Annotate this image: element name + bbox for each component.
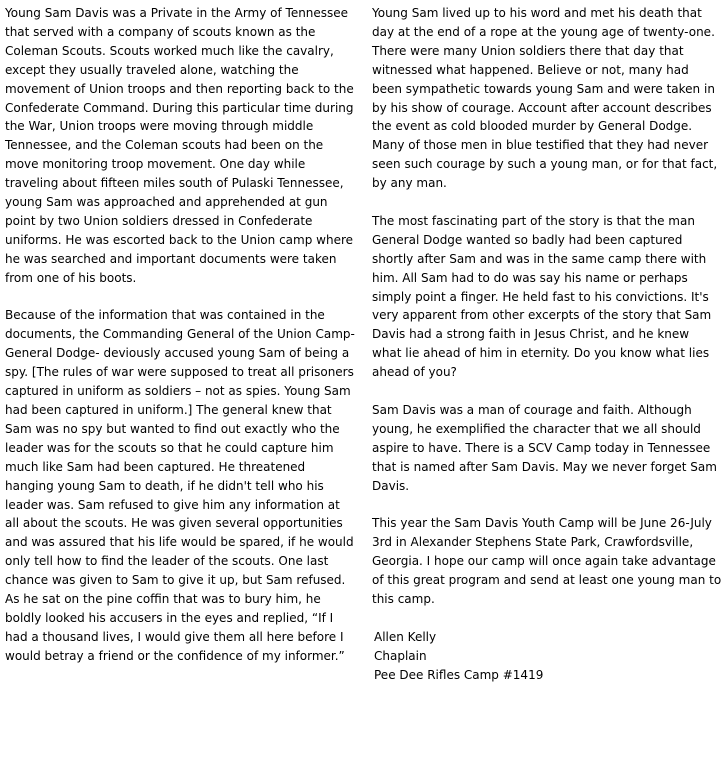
right-column — [372, 4, 722, 685]
signature-name: Allen Kelly — [374, 629, 437, 644]
signature-title: Chaplain — [374, 648, 427, 663]
paragraph-convictions: The most fascinating part of the story is that the man General Dodge wanted so badly had been captured shortly after Sam and was in the same camp there with him. All Sam had to do was say his name or perhaps simply point a finger. He held fast to his convictions. It's very apparent from other excerpts of the story that Sam Davis had a strong faith in Jesus Christ, and he knew what lie ahead of him in eternity. Do you know what lies ahead of you? — [372, 213, 712, 380]
paragraph-youth-camp: This year the Sam Davis Youth Camp will be June 26-July 3rd in Alexander Stephens State Park, Crawfordsville, Georgia. I hope our camp will once again take advantage of this great program and send at least one young man to this camp. — [372, 516, 722, 607]
left-column — [5, 4, 357, 685]
paragraph-spy-accusation: Because of the information that was contained in the documents, the Commanding General of the Union Camp- General Dodge- deviously accused young Sam of being a spy. [The rules of war were supposed to treat all prisoners captured in uniform as soldiers – not as spies. Young Sam had been captured in uniform.] The general knew that Sam was no spy but wanted to find out exactly who the leader was for the scouts so that he could capture him much like Sam had been captured. He threatened hanging young Sam to death, if he didn't tell who his leader was. Sam refused to give him any information at all about the scouts. He was given several opportunities and was assured that his life would be spared, if he would only tell how to find the leader of the scouts. One last chance was given to Sam to give it up, but Sam refused. As he sat on the pine coffin that was to bury him, he boldly looked his accusers in the eyes and replied, “If I had a thousand lives, I would give them all here before I would betray a friend or the confidence of my informer.” — [5, 308, 355, 663]
paragraph-capture: Young Sam Davis was a Private in the Army of Tennessee that served with a company of scouts known as the Coleman Scouts. Scouts worked much like the cavalry, except they usually traveled alone, watching the movement of Union troops and then reporting back to the Confederate Command. During this particular time during the War, Union troops were moving through middle Tennessee, and the Coleman scouts had been on the move monitoring troop movement. One day while traveling about fifteen miles south of Pulaski Tennessee, young Sam was approached and apprehended at gun point by two Union soldiers dressed in Confederate uniforms. He was escorted back to the Union camp where he was searched and important documents were taken from one of his boots. — [5, 6, 354, 285]
signature-block — [372, 628, 722, 685]
signature-camp: Pee Dee Rifles Camp #1419 — [374, 667, 544, 682]
paragraph-courage-faith: Sam Davis was a man of courage and faith. Although young, he exemplified the character that we all should aspire to have. There is a SCV Camp today in Tennessee that is named after Sam Davis. May we never forget Sam Davis. — [372, 403, 717, 493]
paragraph-death: Young Sam lived up to his word and met his death that day at the end of a rope at the young age of twenty-one. There were many Union soldiers there that day that witnessed what happened. Believe or not, many had been sympathetic towards young Sam and were taken in by his show of courage. Account after account describes the event as cold blooded murder by General Dodge. Many of those men in blue testified that they had never seen such courage by such a young man, or for that fact, by any man. — [372, 6, 718, 191]
